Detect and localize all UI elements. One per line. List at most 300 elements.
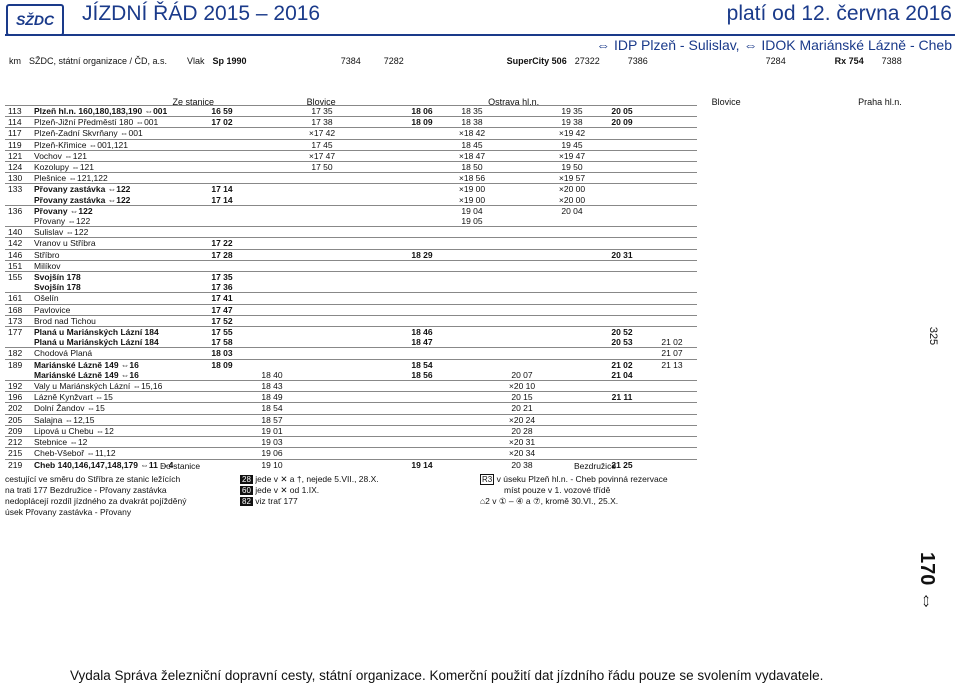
time-cell: 20 05 <box>611 106 633 116</box>
time-cell <box>397 282 447 293</box>
km-cell: 119 <box>8 139 22 150</box>
ze-stanice-label: Ze stanice <box>172 97 215 107</box>
time-cell: 17 35 <box>211 272 233 283</box>
note-line: nedoplácejí rozdíl jízdného za dvakrát pojížděný <box>5 496 187 506</box>
time-cell <box>197 437 247 448</box>
time-cell: 19 14 <box>411 459 433 470</box>
table-row <box>5 139 697 150</box>
time-cell <box>447 238 497 249</box>
time-cell: 21 04 <box>611 369 633 380</box>
time-cell: 17 28 <box>211 249 233 260</box>
time-cell: 19 03 <box>261 437 283 448</box>
time-cell <box>347 227 397 238</box>
time-cell <box>647 448 697 459</box>
time-cell <box>497 195 547 206</box>
page-number: 325 <box>926 326 939 346</box>
vlak-label: Vlak <box>187 56 205 66</box>
time-cell <box>447 260 497 271</box>
station-name: Ošelín <box>34 293 59 304</box>
km-cell: 202 <box>8 403 23 414</box>
time-cell <box>347 106 397 117</box>
time-cell <box>397 162 447 173</box>
time-cell: 20 31 <box>611 249 633 260</box>
time-cell <box>347 370 397 381</box>
station-name: Svojšín 178 <box>34 272 81 283</box>
time-cell <box>297 448 347 459</box>
time-cell <box>297 381 347 392</box>
station-name: Sulislav ⇔122 <box>34 227 89 238</box>
time-cell <box>297 184 347 195</box>
time-cell: 18 06 <box>411 106 433 116</box>
time-cell <box>597 425 647 436</box>
time-cell <box>647 173 697 184</box>
km-cell: 173 <box>8 315 23 326</box>
time-cell <box>447 327 497 338</box>
time-cell: 18 50 <box>461 162 483 173</box>
time-cell: 17 38 <box>311 117 333 128</box>
time-cell <box>597 162 647 173</box>
table-row <box>5 173 697 184</box>
time-cell <box>247 150 297 161</box>
origin-label: Praha hl.n. <box>858 97 902 107</box>
station-name: Plzeň-Křimice ⇔001,121 <box>34 139 129 150</box>
table-row <box>5 425 697 436</box>
km-cell: 196 <box>8 392 23 403</box>
time-cell <box>347 359 397 370</box>
time-cell <box>647 403 697 414</box>
table-row <box>5 315 697 326</box>
time-cell <box>597 227 647 238</box>
time-cell <box>547 448 597 459</box>
time-cell: 17 02 <box>211 117 233 128</box>
km-cell: 182 <box>8 348 23 359</box>
time-cell <box>347 260 397 271</box>
time-cell <box>197 216 247 227</box>
time-cell <box>647 304 697 315</box>
time-cell <box>197 162 247 173</box>
time-cell <box>647 459 697 470</box>
time-cell <box>597 195 647 206</box>
time-cell <box>397 414 447 425</box>
time-cell <box>397 272 447 283</box>
time-cell: 19 10 <box>261 459 283 470</box>
time-cell: 18 03 <box>211 348 233 359</box>
time-cell <box>547 327 597 338</box>
table-row <box>5 337 697 348</box>
time-cell <box>197 459 247 470</box>
time-cell: ×20 31 <box>508 437 536 448</box>
time-cell <box>397 205 447 216</box>
km-cell: 168 <box>8 304 23 315</box>
operator-label: SŽDC, státní organizace / ČD, a.s. <box>29 56 168 66</box>
time-cell: 18 46 <box>411 327 433 338</box>
station-name: Plzeň-Jižní Předměstí 180 ⇔001 <box>34 117 159 128</box>
time-cell <box>597 293 647 304</box>
time-cell <box>397 173 447 184</box>
time-cell <box>547 437 597 448</box>
time-cell <box>547 392 597 403</box>
km-cell: 192 <box>8 381 23 392</box>
time-cell: 16 59 <box>211 106 233 116</box>
time-cell <box>297 293 347 304</box>
time-cell: 21 13 <box>661 359 683 370</box>
time-cell <box>347 448 397 459</box>
station-name: Plzeň hl.n. 160,180,183,190 ⇔001 <box>34 106 168 116</box>
time-cell <box>197 260 247 271</box>
note-line: jede v ✕ od 1.IX. <box>255 485 320 495</box>
time-cell: ×20 00 <box>558 194 586 205</box>
time-cell <box>397 392 447 403</box>
time-cell <box>347 282 397 293</box>
logo: SŽDC <box>6 4 64 36</box>
time-cell <box>597 128 647 139</box>
table-row <box>5 370 697 381</box>
time-cell <box>397 348 447 359</box>
time-cell <box>247 359 297 370</box>
time-cell <box>497 117 547 128</box>
time-cell <box>197 425 247 436</box>
time-cell <box>297 205 347 216</box>
time-cell <box>447 392 497 403</box>
time-cell <box>347 195 397 206</box>
time-cell: 17 41 <box>211 293 233 304</box>
station-name: Přovany ⇔122 <box>34 205 93 216</box>
time-cell <box>397 216 447 227</box>
time-cell: 20 07 <box>511 369 533 380</box>
station-name: Salajna ⇔12,15 <box>34 414 95 425</box>
table-row <box>5 403 697 414</box>
table-row <box>5 150 697 161</box>
time-cell <box>497 272 547 283</box>
time-cell <box>647 216 697 227</box>
time-cell <box>297 327 347 338</box>
time-cell: 18 54 <box>261 403 283 414</box>
time-cell <box>297 249 347 260</box>
publisher-note: Vydala Správa železniční dopravní cesty, státní organizace. Komerční použití dat jízdního řádu pouze se svolením vydavatele. <box>70 668 824 683</box>
symbol-badge: R3 <box>482 475 493 484</box>
time-cell <box>497 304 547 315</box>
km-cell: 205 <box>8 414 23 425</box>
time-cell <box>247 216 297 227</box>
time-cell <box>547 315 597 326</box>
time-cell: 18 38 <box>461 117 483 128</box>
train-number: 7282 <box>383 56 404 66</box>
time-cell <box>197 414 247 425</box>
time-cell <box>647 139 697 150</box>
time-cell <box>397 195 447 206</box>
time-cell <box>297 337 347 348</box>
station-name: Vranov u Stříbra <box>34 238 96 249</box>
table-row <box>5 293 697 304</box>
time-cell: ×20 34 <box>508 448 536 459</box>
time-cell <box>347 238 397 249</box>
time-cell <box>547 337 597 348</box>
time-cell <box>197 403 247 414</box>
table-row <box>5 260 697 271</box>
time-cell <box>547 348 597 359</box>
km-cell: 142 <box>8 238 23 249</box>
time-cell: 21 02 <box>611 359 633 370</box>
table-row <box>5 195 697 206</box>
time-cell <box>647 227 697 238</box>
time-cell <box>297 403 347 414</box>
time-cell: ×17 47 <box>308 150 336 161</box>
time-cell <box>447 272 497 283</box>
time-cell <box>397 238 447 249</box>
time-cell <box>347 304 397 315</box>
station-name: Planá u Mariánských Lázní 184 <box>34 327 159 338</box>
time-cell <box>247 106 297 117</box>
time-cell <box>547 381 597 392</box>
time-cell <box>297 272 347 283</box>
time-cell: 19 04 <box>461 205 483 216</box>
time-cell <box>647 195 697 206</box>
station-name: Mariánské Lázně 149 ⇔16 <box>34 359 139 370</box>
table-row <box>5 184 697 195</box>
time-cell <box>597 184 647 195</box>
time-cell: 20 38 <box>511 459 533 470</box>
train-number: 7284 <box>765 56 786 66</box>
time-cell <box>597 205 647 216</box>
time-cell <box>597 260 647 271</box>
table-row <box>5 238 697 249</box>
time-cell <box>247 128 297 139</box>
time-cell: 20 09 <box>611 117 633 128</box>
time-cell <box>447 437 497 448</box>
time-cell <box>197 173 247 184</box>
time-cell <box>647 249 697 260</box>
note-line: v úseku Plzeň hl.n. - Cheb povinná rezervace <box>496 474 668 484</box>
time-cell <box>597 348 647 359</box>
time-cell <box>447 359 497 370</box>
time-cell: ×18 56 <box>458 173 486 184</box>
time-cell <box>497 227 547 238</box>
time-cell <box>447 425 497 436</box>
time-cell: 18 54 <box>411 359 433 370</box>
time-cell <box>397 425 447 436</box>
km-cell: 133 <box>8 184 23 195</box>
time-cell <box>547 260 597 271</box>
time-cell <box>297 173 347 184</box>
time-cell <box>497 216 547 227</box>
station-name: Lipová u Chebu ⇔12 <box>34 425 114 436</box>
time-cell <box>597 272 647 283</box>
time-cell <box>247 139 297 150</box>
time-cell <box>247 173 297 184</box>
km-label: km <box>9 56 21 66</box>
time-cell <box>447 370 497 381</box>
station-name: Cheb-Všeboř ⇔11,12 <box>34 448 116 459</box>
time-cell <box>547 249 597 260</box>
time-cell: 19 06 <box>261 448 283 459</box>
page-title: JÍZDNÍ ŘÁD 2015 – 2016 <box>82 2 321 25</box>
symbol-badge: 82 <box>242 497 251 506</box>
time-cell: 19 50 <box>561 162 583 173</box>
time-cell <box>447 403 497 414</box>
km-cell: 124 <box>8 162 23 173</box>
note-line: úsek Přovany zastávka - Přovany <box>5 507 132 517</box>
note-line: na trati 177 Bezdružice - Přovany zastávka <box>5 485 167 495</box>
time-cell <box>347 414 397 425</box>
time-cell: 17 22 <box>211 238 233 249</box>
time-cell <box>447 249 497 260</box>
time-cell <box>247 162 297 173</box>
time-cell <box>647 117 697 128</box>
table-row <box>5 162 697 173</box>
time-cell <box>247 304 297 315</box>
station-name: Dolní Žandov ⇔15 <box>34 403 105 414</box>
time-cell <box>497 337 547 348</box>
time-cell: 17 50 <box>311 162 333 173</box>
note-line: míst pouze v 1. vozové třídě <box>504 485 611 495</box>
note-line: jede v ✕ a †, nejede 5.VII., 28.X. <box>255 474 379 484</box>
time-cell <box>347 348 397 359</box>
train-number: Sp 1990 <box>212 56 247 66</box>
station-name: Cheb 140,146,147,148,179 ⇔11 ⇔4 <box>34 459 174 470</box>
time-cell: 20 28 <box>511 425 533 436</box>
time-cell <box>247 293 297 304</box>
time-cell <box>647 150 697 161</box>
time-cell: 20 15 <box>511 392 533 403</box>
time-cell <box>597 448 647 459</box>
time-cell: ×18 42 <box>458 128 486 139</box>
time-cell <box>297 370 347 381</box>
station-name: Planá u Mariánských Lázní 184 <box>34 337 159 348</box>
station-name: Milíkov <box>34 260 61 271</box>
time-cell <box>297 227 347 238</box>
station-name: Pavlovice <box>34 304 71 315</box>
time-cell: 18 29 <box>411 249 433 260</box>
time-cell <box>297 315 347 326</box>
time-cell <box>297 304 347 315</box>
time-cell <box>347 459 397 470</box>
time-cell <box>647 205 697 216</box>
station-name: Přovany zastávka ⇔122 <box>34 184 131 195</box>
time-cell <box>497 348 547 359</box>
km-cell <box>5 282 31 293</box>
time-cell <box>397 381 447 392</box>
time-cell <box>347 117 397 128</box>
km-cell: 212 <box>8 437 23 448</box>
station-name: Vochov ⇔121 <box>34 150 87 161</box>
symbol-badge: ⌂2 <box>480 496 490 506</box>
time-cell: ×18 47 <box>458 150 486 161</box>
time-cell <box>647 437 697 448</box>
time-cell <box>347 425 397 436</box>
table-row <box>5 327 697 338</box>
time-cell <box>347 315 397 326</box>
station-name: Chodová Planá <box>34 348 93 359</box>
time-cell <box>347 437 397 448</box>
km-cell: 146 <box>8 249 23 260</box>
time-cell: ×19 00 <box>458 194 486 205</box>
time-cell <box>197 227 247 238</box>
time-cell <box>647 327 697 338</box>
time-cell <box>547 403 597 414</box>
table-row <box>5 249 697 260</box>
time-cell: 20 04 <box>561 205 583 216</box>
time-cell <box>197 150 247 161</box>
station-name: Svojšín 178 <box>34 282 81 293</box>
time-cell <box>647 425 697 436</box>
table-row <box>5 359 697 370</box>
station-name: Kozolupy ⇔121 <box>34 162 95 173</box>
time-cell <box>347 216 397 227</box>
timetable <box>5 105 697 470</box>
time-cell <box>447 414 497 425</box>
time-cell <box>647 392 697 403</box>
time-cell <box>297 392 347 403</box>
table-number: 170 ⇔ <box>916 552 939 611</box>
time-cell <box>247 205 297 216</box>
time-cell: 19 45 <box>561 139 583 150</box>
table-row <box>5 106 697 117</box>
time-cell <box>447 282 497 293</box>
km-cell: 155 <box>8 272 23 283</box>
time-cell <box>247 272 297 283</box>
km-cell: 215 <box>8 448 23 459</box>
km-cell: 130 <box>8 173 23 184</box>
time-cell <box>497 260 547 271</box>
time-cell <box>497 327 547 338</box>
destination-label: Bezdružice <box>574 461 617 471</box>
time-cell <box>647 272 697 283</box>
time-cell: ×19 47 <box>558 150 586 161</box>
time-cell <box>297 282 347 293</box>
time-cell <box>397 293 447 304</box>
time-cell <box>647 128 697 139</box>
station-name: Stříbro <box>34 249 60 260</box>
table-row <box>5 282 697 293</box>
time-cell: ×20 24 <box>508 414 536 425</box>
time-cell <box>297 359 347 370</box>
time-cell: 21 02 <box>661 337 683 348</box>
km-cell: 209 <box>8 425 23 436</box>
km-cell: 140 <box>8 227 23 238</box>
time-cell <box>597 315 647 326</box>
time-cell: ×19 00 <box>458 184 486 195</box>
time-cell <box>647 293 697 304</box>
time-cell <box>497 315 547 326</box>
time-cell <box>447 381 497 392</box>
table-row <box>5 437 697 448</box>
time-cell <box>647 162 697 173</box>
time-cell: 20 53 <box>611 337 633 348</box>
time-cell <box>397 150 447 161</box>
time-cell: 18 43 <box>261 381 283 392</box>
time-cell <box>597 139 647 150</box>
table-row <box>5 414 697 425</box>
time-cell <box>297 437 347 448</box>
train-number: 27322 <box>574 56 600 66</box>
table-row <box>5 448 697 459</box>
time-cell <box>647 370 697 381</box>
time-cell <box>247 249 297 260</box>
km-cell <box>5 337 31 348</box>
time-cell <box>297 195 347 206</box>
time-cell <box>547 216 597 227</box>
time-cell <box>347 150 397 161</box>
time-cell <box>247 337 297 348</box>
time-cell <box>197 205 247 216</box>
time-cell <box>447 459 497 470</box>
time-cell <box>547 272 597 283</box>
do-stanice-label: Do stanice <box>160 461 201 471</box>
train-number: 7388 <box>881 56 902 66</box>
time-cell: 18 47 <box>411 337 433 348</box>
time-cell <box>297 260 347 271</box>
time-cell <box>547 227 597 238</box>
